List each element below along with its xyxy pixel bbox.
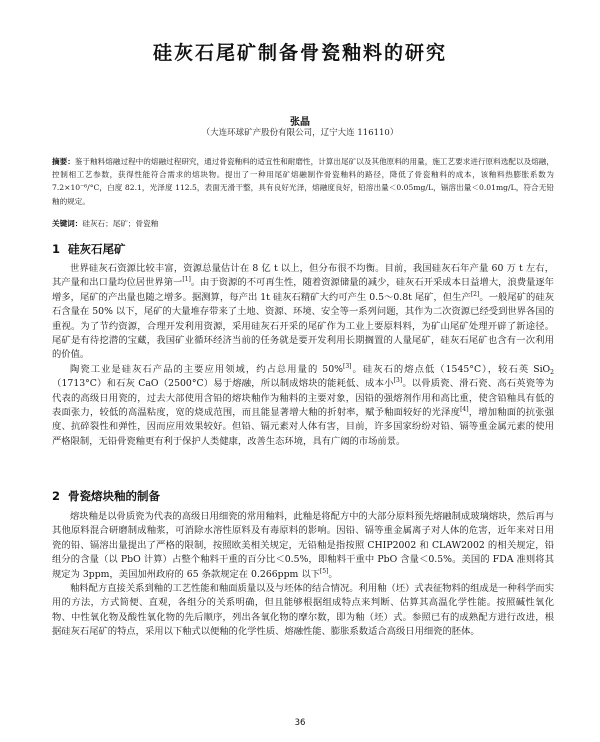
text-run: 熔块釉是以骨质瓷为代表的高级日用细瓷的常用釉料，此釉是将配方中的大部分原料预先熔融制成玻璃熔块，然后再与其他原料混合研磨制成釉浆，可消除水溶性原料及有毒原料的影响。因铅、镉等重金属离子对人体的危害，近年来对日用瓷的铅、镉溶出量提出了严格的限制，按照欧美相关规定，无铅釉是指按照 CHIP2002 和 CLAW2002 的相关规定，铅组分的含量（以 PbO 计算）占整个釉料干重的百分比＜0.5%，即釉料干重中 PbO 含量＜0.5%。美国的 FDA 准则将其规定为 3ppm，美国加州政府的 65 条款规定在 0.266ppm 以下 [52, 511, 554, 580]
abstract-label: 摘要： [52, 157, 75, 166]
section-title: 硅灰石尾矿 [68, 242, 126, 256]
paragraph [52, 363, 554, 449]
keywords-label: 关键词： [52, 219, 83, 228]
section-2-body [52, 510, 554, 640]
citation: [3] [342, 362, 352, 370]
keywords [52, 217, 554, 230]
section-heading-2 [52, 488, 160, 504]
citation: [1] [182, 276, 191, 284]
author-affiliation: （大连环球矿产股份有限公司，辽宁大连 116110） [201, 128, 399, 138]
keywords-text: 硅灰石；尾矿；骨瓷釉 [82, 219, 159, 228]
citation: [3] [393, 377, 403, 385]
citation: [2] [470, 290, 480, 298]
paper-title: 硅灰石尾矿制备骨瓷釉料的研究 [152, 42, 447, 64]
text-run: 。 [328, 568, 338, 580]
text-run: 。一般尾矿的硅灰石含量在 50% 以下，尾矿的大量堆存带来了土地、资源、环境、安全等一系列问题，其作为二次资源已经受到世界各国的重视。为了节约资源，合理开发利用资源，采用硅灰石开采的尾矿作为工业上要原料料，为矿山尾矿处理开辟了新途径。尾矿是有待挖潜的宝藏，我国矿业循环经济当前的任务就是要开发利用长期搁置的人量尾矿，硅灰石尾矿也含有一次利用的价值。 [52, 291, 554, 361]
text-run: 。以骨质瓷、滑石瓷、高石英瓷等为代表的高级日用瓷的，过去大部使用含铅的熔块釉作为釉料的主要对象，因铅的强熔剂作用和高比重，使含铅釉具有低的表面张力，较低的高温粘度，宽的烧成范围，而且能显著增大釉的折射率，赋予釉面较好的光泽度 [52, 378, 554, 419]
citation: [4] [460, 406, 469, 414]
text-run: 。硅灰石的熔点低（1545°C），较石英 SiO [351, 363, 551, 375]
paragraph [52, 262, 554, 363]
section-heading-1 [52, 241, 126, 257]
text-run: ，增加釉面的抗张强度、抗碎裂性和弹性，因而应用效果较好。但铅、镉元素对人体有害，目前，许多国家纷纷对铅、镉等重金属元素的使用严格限制，无铅骨瓷釉更有利于保护人类健康，改善生态环境，具有广阔的市场前景。 [52, 407, 554, 447]
section-number: 2 [52, 489, 61, 503]
paragraph [52, 510, 554, 582]
text-run: 陶瓷工业是硅灰石产品的主要应用领域，约占总用量的 50% [70, 363, 343, 375]
paragraph: 釉料配方直接关系到釉的工艺性能和釉面质量以及与坯体的结合情况。利用釉（坯）式表征物料的组成是一种科学而实用的方法，方式简便、直观，各组分的关系明确，但且能够根据组成特点来判断、估算其高温化学性能。按照碱性氧化物、中性氧化物及酸性氧化物的先后顺序，列出各氧化物的摩尔数，即为釉（坯）式。参照已有的成熟配方进行改进，根据硅灰石尾矿的特点，采用以下釉式以便釉的化学性质、熔融性能、膨胀系数适合高级日用细瓷的胚体。 [52, 583, 554, 638]
page-number: 36 [294, 718, 306, 728]
section-number: 1 [52, 242, 61, 256]
text-run: 。由于资源的不可再生性，随着资源储量的减少，硅灰石开采成本日益增大，浪费量逐年增多，尾矿的产出量也随之增多。据测算，每产出 1t 硅灰石精矿大约可产生 0.5～0.8t 尾矿，但生产 [52, 277, 554, 303]
subscript: 2 [550, 368, 554, 376]
text-run: 世界硅灰石资源比较丰富，资源总量估计在 8 亿 t 以上，但分布很不均衡。目前，我国硅灰石年产量 60 万 t 左右，其产量和出口量均位居世界第一 [52, 263, 554, 289]
section-title: 骨瓷熔块釉的制备 [68, 489, 160, 503]
abstract [52, 155, 554, 208]
abstract-text: 鉴于釉料熔融过程中的熔融过程研究，通过骨瓷釉料的适宜性和耐磨性，计算出尾矿以及其他原料的用量，施工艺要求进行原料选配以及熔融，控制相工艺参数，获得性能符合需求的熔块物。提出了一种用尾矿熔融制作骨瓷釉料的路径，降低了骨瓷釉料的成本，该釉料热膨胀系数为 7.2×10⁻⁶/°C，白度 82.1，光泽度 112.5，表面无滑干整，具有良好光泽，熔融度良好，铅溶出量＜0.05mg/L，镉溶出量＜0.01mg/L，符合无铅釉的规定。 [52, 157, 555, 206]
section-1-body [52, 262, 554, 449]
text-run: （1713°C）和石灰 CaO（2500°C）易于熔融，所以制成熔块的能耗低、成本小 [52, 378, 394, 390]
author-name: 张晶 [290, 117, 310, 128]
citation: [5] [319, 567, 329, 575]
